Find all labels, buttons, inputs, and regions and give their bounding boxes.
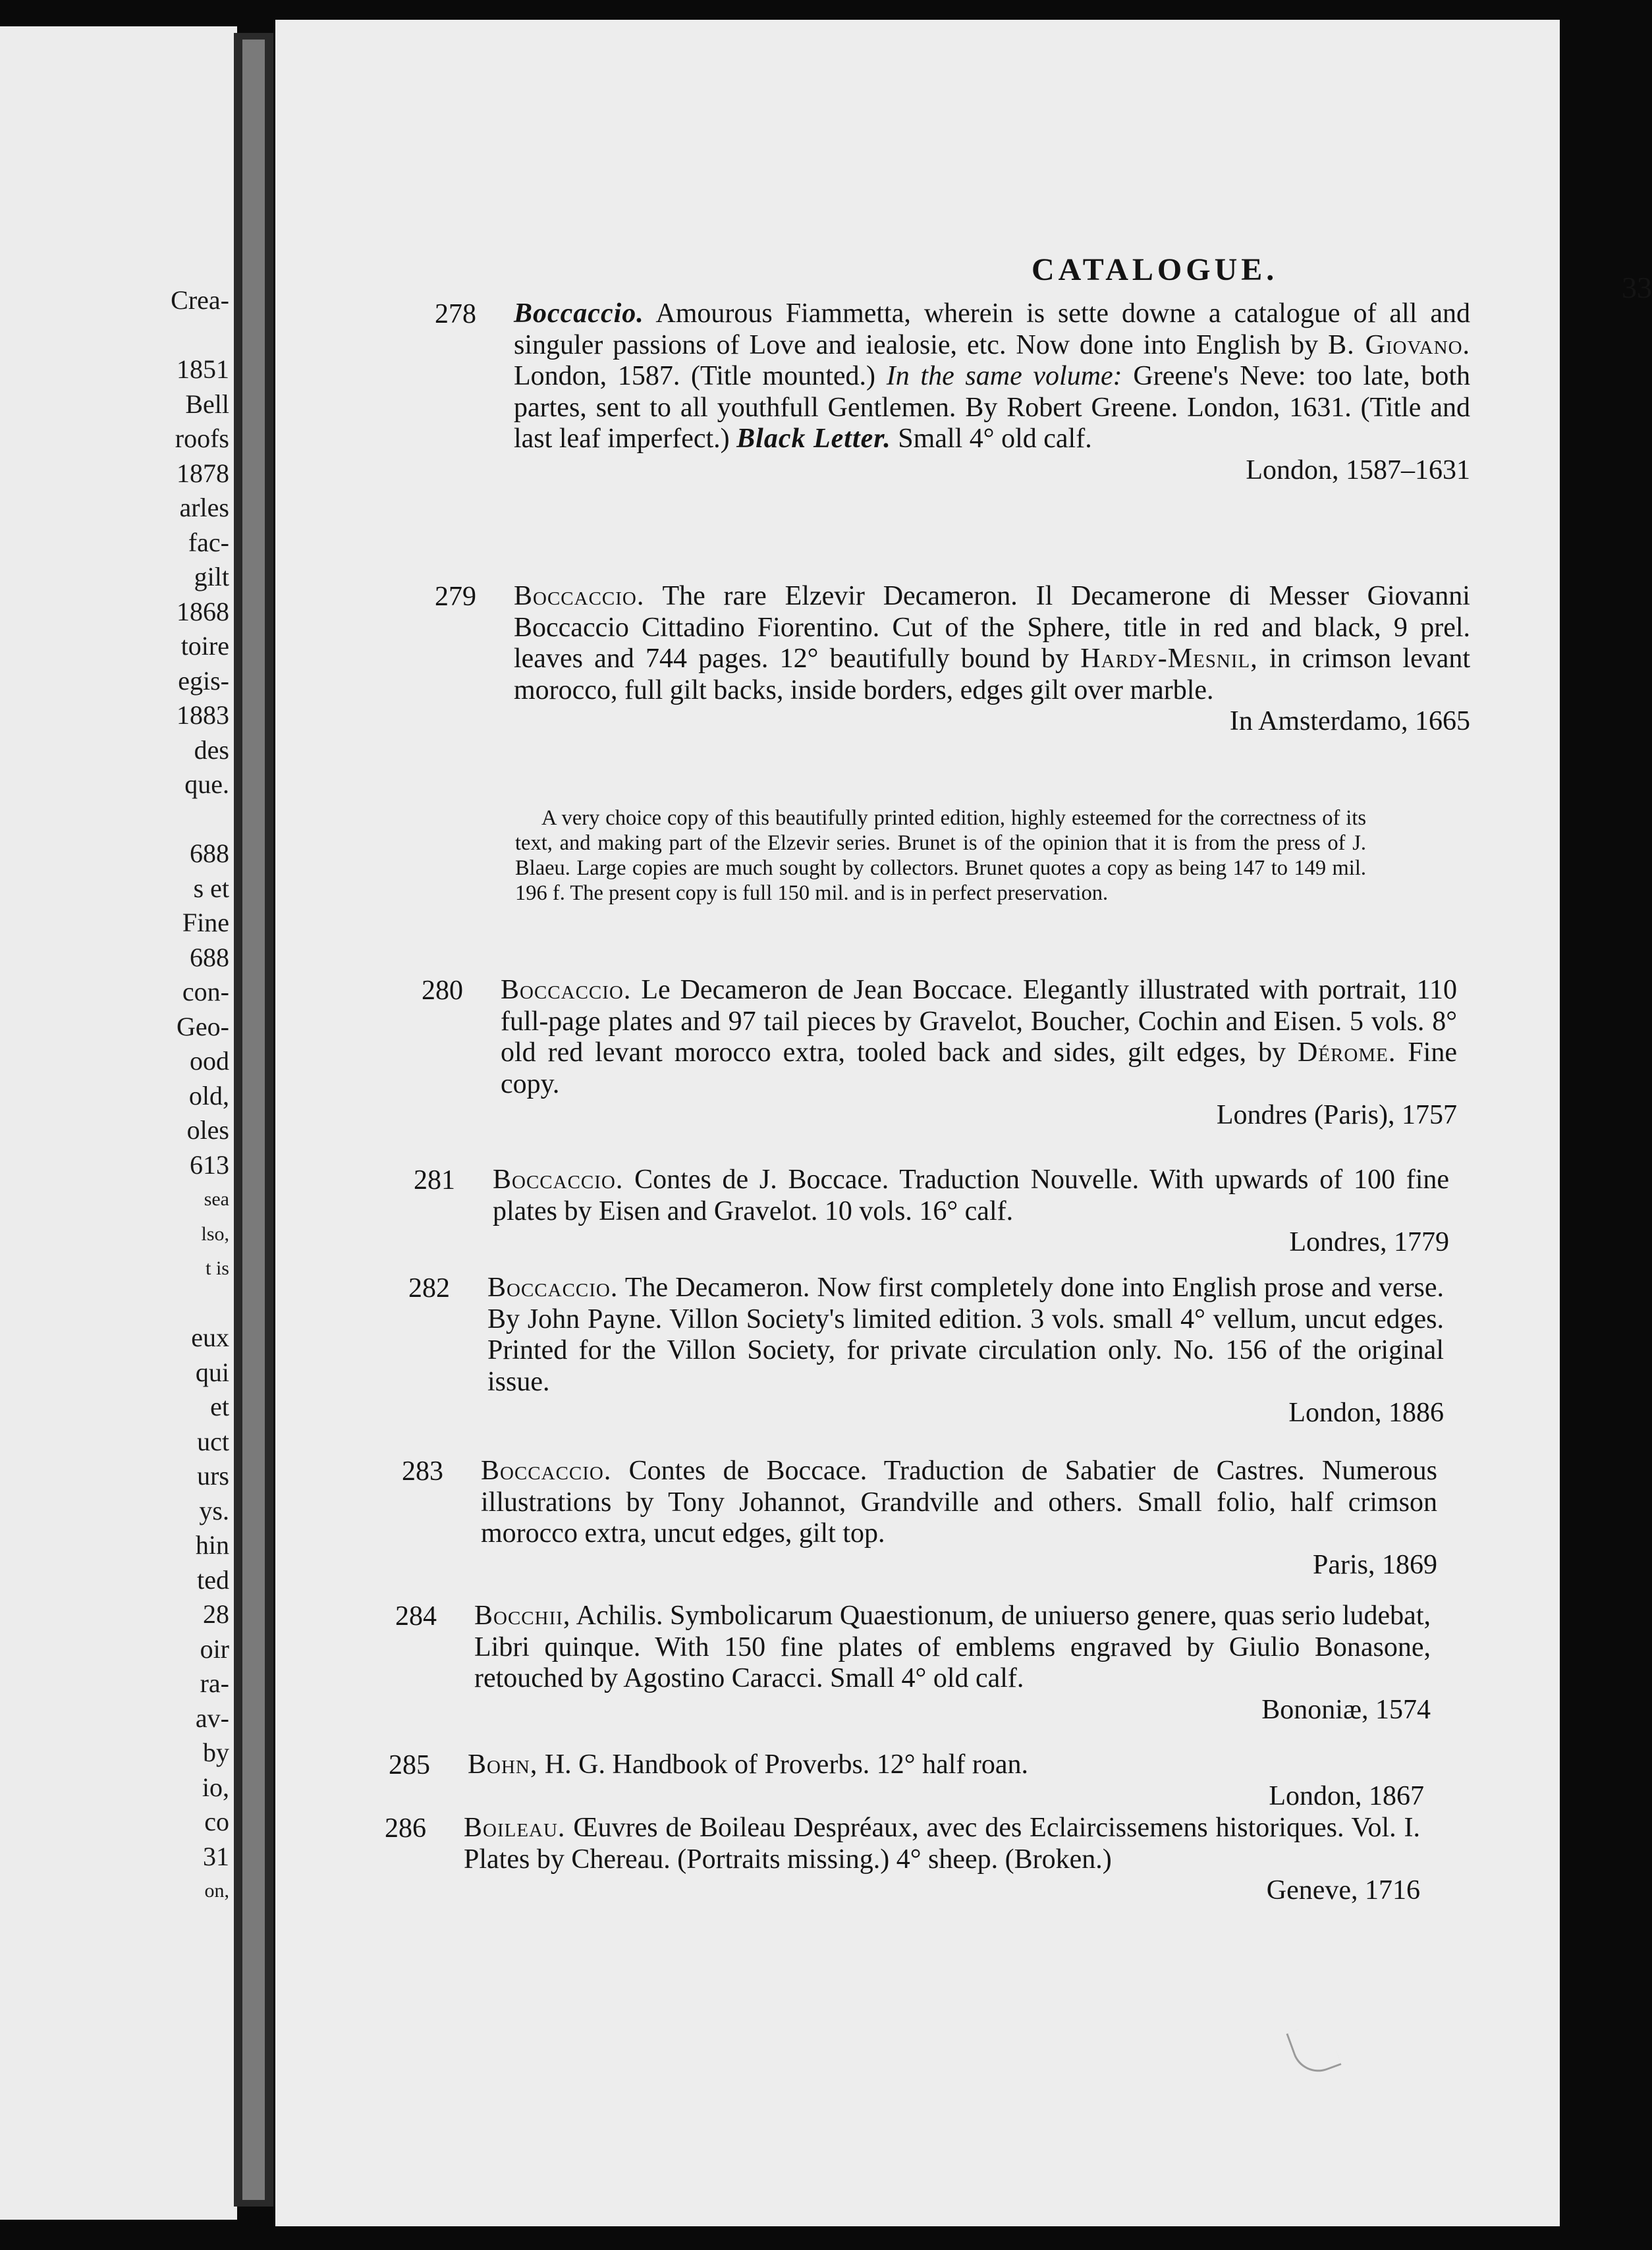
facing-page-fragment: hin — [195, 1530, 229, 1560]
catalogue-entry-278 — [435, 298, 1471, 486]
facing-page-fragment: egis- — [178, 665, 229, 696]
catalogue-entry-284 — [395, 1601, 1431, 1726]
entry-imprint: Bononiæ, 1574 — [1261, 1694, 1431, 1725]
entry-author: Boccaccio. — [514, 298, 644, 329]
entry-author: Bohn, — [468, 1749, 538, 1780]
entry-description: The rare Elzevir Decameron. Il Decamerone di Messer Giovanni Boccaccio Cittadino Fiorentino. Cut of the Sphere, title in red and black, 9 prel. leaves and 744 pages. 12° beautifully bound by — [514, 581, 1470, 674]
facing-page-fragment: urs — [197, 1461, 229, 1491]
running-head: CATALOGUE. — [1032, 252, 1279, 287]
facing-page-fragment: by — [203, 1738, 229, 1767]
lot-number: 286 — [385, 1813, 426, 1844]
facing-page-fragment: fac- — [188, 527, 229, 557]
lot-number: 281 — [414, 1165, 455, 1195]
facing-page-fragment: on, — [204, 1880, 229, 1902]
facing-page-fragment: gilt — [194, 562, 229, 591]
entry-translator: B. Giovano. — [1328, 329, 1471, 360]
facing-page-fragment: que. — [184, 769, 229, 799]
facing-page-fragment: old, — [188, 1080, 229, 1111]
facing-page-fragment: 688 — [190, 838, 229, 868]
entry-description: Contes de Boccace. Traduction de Sabatier de Castres. Numerous illustrations by Tony Johannot, Grandville and others. Small folio, half crimson morocco extra, uncut edges, gilt top. — [481, 1456, 1438, 1549]
entry-author: Boccaccio. — [514, 581, 645, 611]
pencil-mark — [1286, 2019, 1341, 2079]
facing-page-fragment: lso, — [201, 1222, 229, 1245]
facing-page-fragment: 688 — [190, 942, 229, 972]
entry-description-cont: London, 1587. (Title mounted.) — [514, 361, 876, 391]
entry-imprint: Paris, 1869 — [1313, 1549, 1437, 1580]
facing-page-fragment: ra- — [200, 1668, 229, 1698]
entry-description-cont: in crimson levant morocco, full gilt backs, inside borders, edges gilt over marble. — [514, 644, 1471, 705]
facing-page-fragment: sea — [204, 1188, 229, 1210]
facing-page-fragment: con- — [182, 977, 229, 1006]
entry-description: The Decameron. Now first completely done into English prose and verse. By John Payne. Villon Society's limited edition. 3 vols. small 4° vellum, uncut edges. Printed for the Villon Society, for private circulation only. No. 156 of the original issue. — [487, 1273, 1444, 1397]
facing-page-fragment: t is — [206, 1257, 229, 1279]
facing-page-fragment: ys. — [199, 1495, 229, 1525]
entry-binding: Small 4° old calf. — [898, 424, 1092, 454]
entry-binder: Dérome. — [1298, 1037, 1396, 1068]
facing-page-fragment: eux — [191, 1323, 229, 1352]
entry-imprint: London, 1886 — [1288, 1398, 1444, 1428]
facing-page-fragment: ood — [190, 1046, 229, 1076]
facing-page-fragment: oir — [200, 1633, 229, 1664]
catalogue-entry-283 — [402, 1456, 1438, 1581]
facing-page-fragment: et — [210, 1392, 229, 1421]
catalogue-entry-282 — [408, 1273, 1444, 1429]
entry-description: Achilis. Symbolicarum Quaestionum, de uniuerso genere, quas serio ludebat, Libri quinque. With 150 fine plates of emblems engraved by Giulio Bonasone, retouched by Agostino Caracci. Small 4° old calf. — [474, 1601, 1431, 1693]
entry-imprint: London, 1867 — [1269, 1780, 1424, 1811]
facing-page-fragment: roofs — [175, 424, 229, 453]
facing-page-fragment: des — [194, 734, 229, 765]
entry-italic-phrase: In the same volume: — [886, 361, 1122, 391]
lot-number: 283 — [402, 1456, 443, 1487]
catalogue-entry-285 — [389, 1749, 1424, 1812]
lot-number: 280 — [422, 975, 463, 1006]
entry-description: Le Decameron de Jean Boccace. Elegantly illustrated with portrait, 110 full-page plates and 97 tail pieces by Gravelot, Boucher, Cochin and Eisen. 5 vols. 8° old red levant morocco extra, tooled back and sides, gilt edges, by — [501, 975, 1457, 1068]
entry-imprint: In Amsterdamo, 1665 — [1229, 706, 1470, 736]
facing-page-fragment: oles — [186, 1115, 229, 1145]
entry-author: Boccaccio. — [481, 1456, 612, 1486]
entry-imprint: Londres, 1779 — [1289, 1227, 1449, 1257]
facing-page-fragment: 1878 — [177, 458, 229, 488]
entry-author: Boccaccio. — [487, 1273, 619, 1303]
catalogue-entry-279 — [435, 581, 1471, 738]
facing-page — [0, 26, 237, 2220]
entry-author: Boileau. — [464, 1813, 566, 1843]
page-number: 33 — [1622, 271, 1652, 304]
facing-page-fragment — [130, 802, 229, 837]
lot-number: 284 — [395, 1601, 437, 1632]
facing-page-fragment: Geo- — [177, 1011, 229, 1041]
entry-description: H. G. Handbook of Proverbs. 12° half roan. — [544, 1749, 1029, 1780]
entry-imprint: Londres (Paris), 1757 — [1216, 1100, 1457, 1130]
entry-description: Contes de J. Boccace. Traduction Nouvelle. With upwards of 100 fine plates by Eisen and Gravelot. 10 vols. 16° calf. — [493, 1165, 1450, 1226]
entry-description: Œuvres de Boileau Despréaux, avec des Eclaircissemens historiques. Vol. I. Plates by Chereau. (Portraits missing.) 4° sheep. (Broken.) — [464, 1813, 1421, 1875]
facing-page-fragment — [130, 318, 229, 353]
facing-page-fragment: io, — [202, 1772, 229, 1802]
entry-description-cont: Greene's Neve: too late, both partes, sent to all youthfull Gentlemen. By Robert Greene. London, 1631. (Title and last leaf imperfect.) — [514, 361, 1471, 454]
entry-description: Amourous Fiammetta, wherein is sette downe a catalogue of all and singuler passions of Love and iealosie, etc. Now done into English by — [514, 298, 1471, 360]
entry-binder: Hardy-Mesnil, — [1080, 644, 1258, 674]
catalogue-entry-280 — [422, 975, 1457, 1132]
facing-page-fragment: 1851 — [177, 354, 229, 384]
entry-description-cont: Fine copy. — [501, 1037, 1457, 1099]
binding-strip — [242, 40, 265, 2200]
lot-number: 278 — [435, 299, 476, 329]
catalogue-entry-281 — [414, 1165, 1450, 1259]
lot-number: 282 — [408, 1273, 450, 1303]
facing-page-fragment: Crea- — [171, 285, 229, 315]
facing-page-fragment: 1868 — [177, 596, 229, 626]
facing-page-margin-text — [130, 283, 229, 1909]
facing-page-fragment: av- — [195, 1703, 229, 1733]
entry-author: Bocchii, — [474, 1601, 571, 1631]
facing-page-fragment: Fine — [182, 908, 229, 937]
facing-page-fragment: Bell — [185, 389, 229, 419]
entry-imprint: Geneve, 1716 — [1266, 1875, 1420, 1906]
entry-author: Boccaccio. — [493, 1165, 624, 1195]
lot-number: 279 — [435, 582, 476, 612]
facing-page-fragment: ted — [197, 1564, 229, 1595]
facing-page-fragment: co — [204, 1807, 229, 1836]
facing-page-fragment: uct — [197, 1426, 229, 1456]
catalogue-entry-286 — [385, 1813, 1421, 1907]
entry-imprint: London, 1587–1631 — [1246, 454, 1470, 485]
facing-page-fragment: 28 — [203, 1599, 229, 1629]
lot-number: 285 — [389, 1750, 430, 1780]
entry-black-letter: Black Letter. — [736, 424, 891, 454]
entry-note-279: A very choice copy of this beautifully printed edition, highly esteemed for the correctness of its text, and making part of the Elzevir series. Brunet is of the opinion that it is from the press of J. Blaeu. Large copies are much sought by collectors. Brunet quotes a copy as being 147 to 149 mil. 196 f. The present copy is full 150 mil. and is in perfect preservation. — [515, 806, 1366, 905]
entry-author: Boccaccio. — [501, 975, 632, 1005]
catalogue-page — [275, 20, 1652, 2226]
facing-page-fragment: 1883 — [177, 700, 229, 730]
facing-page-fragment: qui — [195, 1357, 229, 1387]
facing-page-fragment: arles — [179, 493, 229, 522]
facing-page-fragment: 31 — [203, 1841, 229, 1871]
facing-page-fragment: 613 — [190, 1149, 229, 1180]
facing-page-fragment — [130, 1286, 229, 1321]
facing-page-fragment: toire — [180, 631, 229, 661]
facing-page-fragment: s et — [193, 873, 229, 903]
